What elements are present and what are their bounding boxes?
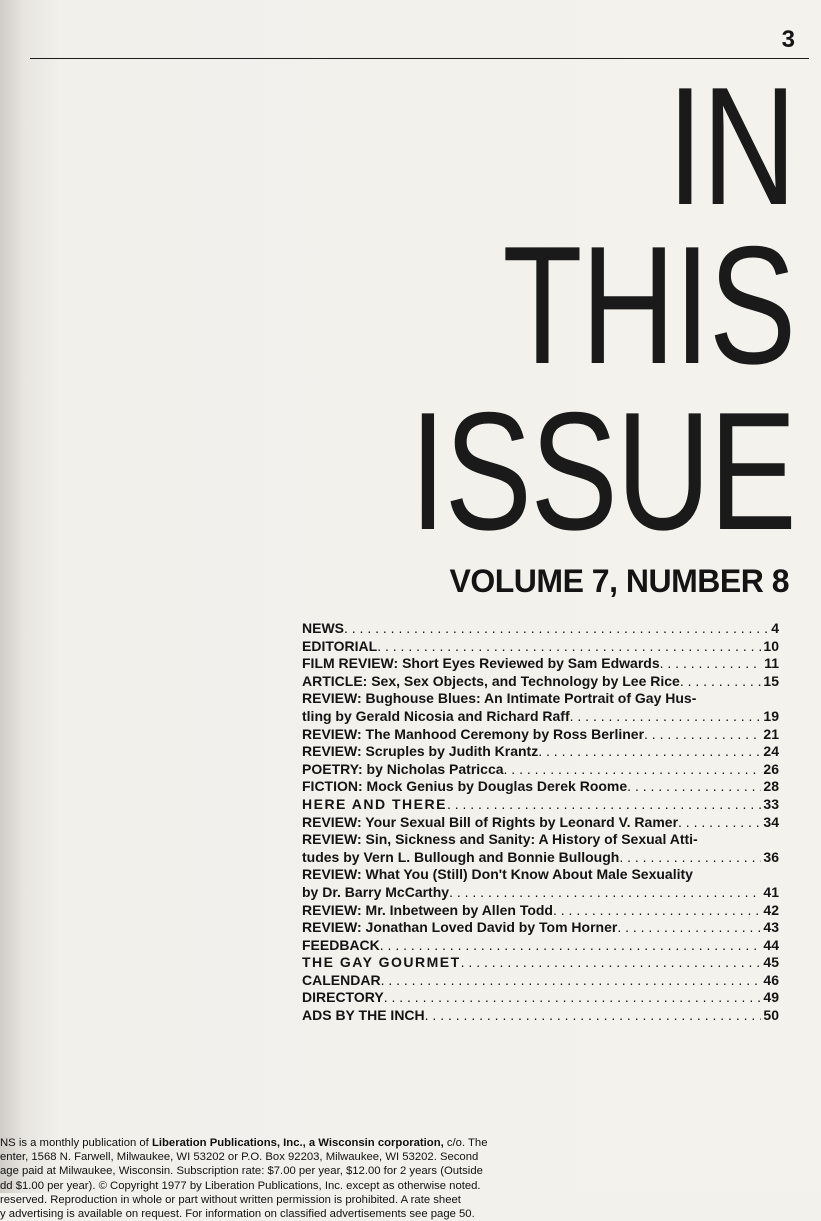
toc-page: 43 (763, 919, 779, 936)
toc-page: 36 (763, 848, 779, 865)
toc-entry: ADS BY THE INCH . . . 50 (302, 1007, 779, 1025)
toc-entry: ARTICLE: Sex, Sex Objects, and Technology by Lee Rice . . . 15 (302, 673, 779, 691)
toc-page: 46 (763, 971, 779, 988)
toc-entry: tling by Gerald Nicosia and Richard Raff . . . 19 (302, 708, 779, 726)
toc-entry: REVIEW: Mr. Inbetween by Allen Todd . . . 42 (302, 902, 779, 920)
toc-page: 45 (763, 954, 779, 971)
toc-entry-line1: REVIEW: Sin, Sickness and Sanity: A History of Sexual Atti- (302, 831, 698, 848)
toc-entry: FEEDBACK . . . 44 (302, 937, 779, 955)
toc-page: 10 (763, 637, 779, 654)
table-of-contents (302, 620, 779, 1025)
toc-page: 50 (763, 1007, 779, 1024)
toc-entry: HERE AND THERE . . . 33 (302, 796, 779, 814)
toc-page: 24 (763, 743, 779, 760)
notice-line: NS is a monthly publication of Liberation Publications, Inc., a Wisconsin corporation, c/o. The (0, 1137, 488, 1149)
page-number: 3 (781, 26, 795, 53)
toc-entry: DIRECTORY . . . 49 (302, 989, 779, 1007)
toc-entry: REVIEW: Scruples by Judith Krantz . . . 24 (302, 743, 779, 761)
notice-line: dd $1.00 per year). © Copyright 1977 by Liberation Publications, Inc. except as otherwise noted. (0, 1179, 481, 1192)
toc-entry: REVIEW: The Manhood Ceremony by Ross Berliner . . . 21 (302, 726, 779, 744)
title-line-this: THIS (502, 211, 795, 399)
toc-entry-line1: REVIEW: What You (Still) Don't Know About Male Sexuality (302, 866, 693, 883)
notice-line: age paid at Milwaukee, Wisconsin. Subscription rate: $7.00 per year, $12.00 for 2 years (Outside (0, 1165, 483, 1178)
notice-line: reserved. Reproduction in whole or part without written permission is prohibited. A rate sheet (0, 1193, 461, 1206)
publication-notice (0, 1136, 790, 1221)
toc-page: 26 (763, 760, 779, 777)
toc-entry: FICTION: Mock Genius by Douglas Derek Roome . . . 28 (302, 778, 779, 796)
toc-page: 21 (763, 725, 779, 742)
toc-entry: NEWS . . . 4 (302, 620, 779, 638)
toc-page: 28 (763, 778, 779, 795)
toc-page: 4 (771, 620, 779, 636)
notice-line: y advertising is available on request. For information on classified advertisements see page 50. (0, 1208, 475, 1221)
toc-page: 19 (763, 707, 779, 724)
toc-page: 44 (763, 936, 779, 953)
toc-entry: POETRY: by Nicholas Patricca . . . 26 (302, 761, 779, 779)
toc-entry: FILM REVIEW: Short Eyes Reviewed by Sam Edwards . . . 11 (302, 655, 779, 673)
title-line-issue: ISSUE (409, 377, 795, 565)
toc-page: 42 (763, 901, 779, 918)
notice-line: enter, 1568 N. Farwell, Milwaukee, WI 53202 or P.O. Box 92203, Milwaukee, WI 53202. Second (0, 1151, 479, 1164)
toc-entry: THE GAY GOURMET . . . 45 (302, 954, 779, 972)
toc-page: 34 (763, 813, 779, 830)
title-line-in: IN (667, 52, 795, 240)
toc-page: 11 (764, 655, 779, 672)
volume-number: VOLUME 7, NUMBER 8 (449, 563, 789, 599)
toc-page: 33 (763, 795, 779, 812)
toc-entry: CALENDAR . . . 46 (302, 972, 779, 990)
toc-page: 49 (763, 989, 779, 1006)
toc-entry: tudes by Vern L. Bullough and Bonnie Bullough . . . 36 (302, 849, 779, 867)
toc-page: 15 (763, 672, 779, 689)
toc-entry: by Dr. Barry McCarthy . . . 41 (302, 884, 779, 902)
toc-entry: EDITORIAL . . . 10 (302, 638, 779, 656)
toc-entry: REVIEW: Your Sexual Bill of Rights by Leonard V. Ramer . . . 34 (302, 814, 779, 832)
toc-entry: REVIEW: Jonathan Loved David by Tom Horner . . . 43 (302, 919, 779, 937)
toc-entry-line1: REVIEW: Bughouse Blues: An Intimate Portrait of Gay Hus- (302, 690, 697, 707)
toc-page: 41 (763, 883, 779, 900)
